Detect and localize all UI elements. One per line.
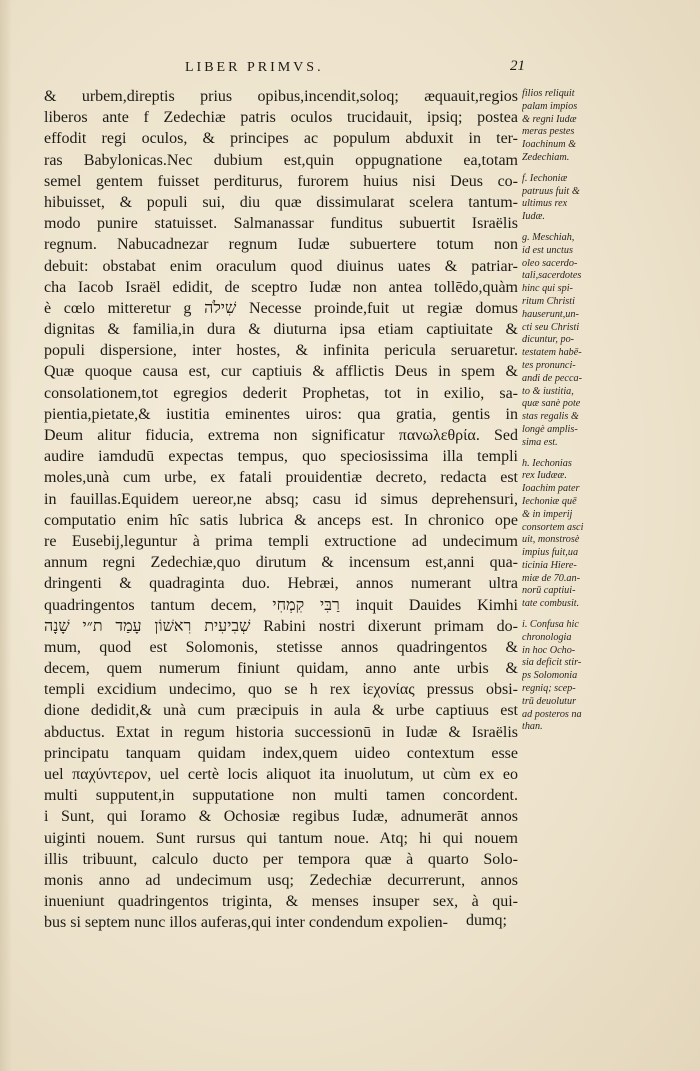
text-line: re Eusebij,leguntur à prima templi extructione ad undecimum — [44, 532, 518, 550]
marginal-note-line: & in imperij — [522, 508, 573, 520]
catchword: dumq; — [466, 912, 507, 929]
text-line: dione dedidit,& unà cum præcipuis in aula & urbe captiuus est — [44, 702, 518, 720]
marginal-note-line: oleo sacerdo- — [522, 257, 578, 269]
text-line: computatio enim hîc satis lubrica & anceps est. In chronico ope — [44, 511, 518, 529]
text-line: Deum alitur fiducia, extrema non significatur πανωλεθρία. Sed — [44, 427, 518, 444]
marginal-note-line: tali,sacerdotes — [522, 270, 582, 282]
marginal-note-line: h. Iechonias — [522, 457, 572, 469]
text-line: audire iamdudū expectas tempus, quo speciosissima illa templi — [44, 448, 518, 466]
marginal-note-line: than. — [522, 721, 543, 733]
marginal-note-line: tate combusit. — [522, 598, 580, 610]
marginal-note-line: andi de pecca- — [522, 372, 582, 384]
margin-gap — [522, 450, 604, 458]
marginal-note-line: hauserunt,un- — [522, 308, 579, 320]
marginal-note-line: & regni Iudæ — [522, 113, 577, 125]
marginal-note-line: sima est. — [522, 436, 558, 448]
marginal-note-line: uit, monstrosè — [522, 534, 580, 546]
marginal-note-line: consortem asci — [522, 521, 584, 533]
text-line: שְׁבִיעִית רִאשׁוֹן עָמַד ת״י שָׁנָה Rabini nostri dixerunt primam do- — [44, 617, 518, 635]
text-line: decem, quem numerum finiunt quidam, anno ante urbis & — [44, 660, 518, 678]
text-line: pientia,pietate,& iustitia eminentes uiros: qua gratia, gentis in — [44, 405, 518, 423]
text-line: effodit regi oculos, & principes ac populum abduxit in ter- — [44, 130, 518, 148]
marginal-note-line: miæ de 70.an- — [522, 572, 581, 584]
text-line: è cœlo mitteretur g שִׁילֹה Necesse proinde,fuit ut regiæ domus — [44, 299, 518, 317]
marginal-note-line: ad posteros na — [522, 708, 582, 720]
text-line: dringenti & quadraginta duo. Hebræi, annos numerant ultra — [44, 575, 518, 593]
text-line: regnum. Nabucadnezar regnum Iudæ subuertere totum non — [44, 236, 518, 254]
text-line: modo punire statuisset. Salmanassar funditus subuertit Israëlis — [44, 215, 518, 233]
marginal-note-line: ps Solomonia — [522, 670, 578, 682]
marginal-note-line: i. Confusa hic — [522, 619, 579, 631]
text-line: bus si septem nunc illos auferas,qui inter condendum expolien- — [44, 914, 448, 932]
text-line: liberos ante f Zedechiæ patris oculos trucidauit, ipsiq; postea — [44, 109, 518, 127]
margin-gap — [522, 224, 604, 232]
text-line: templi excidium undecimo, quo se h rex ἰεχονίας pressus obsi- — [44, 681, 518, 699]
marginal-note-line: patruus fuit & — [522, 185, 580, 197]
marginal-note-line: meras pestes — [522, 126, 575, 138]
text-line: uel παχύντερον, uel certè locis aliquot ita inuolutum, ut cùm ex eo — [44, 766, 518, 783]
running-header — [185, 60, 525, 80]
text-line: debuit: obstabat enim oraculum quod diuinus uates & patriar- — [44, 257, 518, 275]
marginal-note-line: ticinia Hiere- — [522, 559, 577, 571]
text-line: quadringentos tantum decem, רַבִּי קִמְחִי inquit Dauides Kimhi — [44, 596, 518, 614]
marginal-note-line: g. Meschiah, — [522, 231, 575, 243]
text-line: semel gentem fuisset perditurus, furorem huius nisi Deus co- — [44, 172, 518, 190]
text-line: cha Iacob Israël edidit, de sceptro Iudæ non antea tollēdo,quàm — [44, 278, 518, 296]
text-line: inueniunt quadringentos triginta, & menses insuper sex, à qui- — [44, 893, 518, 911]
text-line: & urbem,direptis prius opibus,incendit,soloq; æquauit,regios — [44, 88, 518, 105]
text-line: mum, quod est Solomonis, stetisse annos quadringentos & — [44, 638, 518, 656]
text-line: uiginti nouem. Sunt rursus qui tantum noue. Atq; hi qui nouem — [44, 829, 518, 847]
text-line: abductus. Extat in regum historia successionū in Iudæ & Israëlis — [44, 723, 518, 741]
margin-gap — [522, 165, 604, 173]
marginal-note-line: palam impios — [522, 100, 578, 112]
marginal-note-line: sia deficit stir- — [522, 657, 582, 669]
marginal-note-line: chronologia — [522, 631, 572, 643]
marginal-note-line: filios reliquit — [522, 88, 575, 99]
marginal-note-line: f. Iechoniæ — [522, 172, 568, 184]
text-line: Quæ quoque causa est, cur captiuis & afflictis Deus in spem & — [44, 363, 518, 381]
text-line: multi supputent,in supputatione non multi tamen concordent. — [44, 787, 518, 805]
marginal-note-line: rex Iudææ. — [522, 470, 567, 482]
marginal-note-line: Ioachim pater — [522, 483, 580, 495]
text-line: ras Babylonicas.Nec dubium est,quin oppugnatione ea,totam — [44, 151, 518, 169]
text-line: dignitas & familia,in dura & diuturna ipsa etiam captiuitate & — [44, 321, 518, 339]
marginal-note-line: in hoc Ocho- — [522, 644, 576, 656]
marginal-note-line: norū captiui- — [522, 585, 576, 597]
marginal-note-line: regniq; scep- — [522, 683, 576, 695]
margin-gap — [522, 611, 604, 619]
marginal-note-line: cti seu Christi — [522, 321, 580, 333]
marginal-note-line: to & iustitia, — [522, 385, 574, 397]
marginal-note-line: stas regalis & — [522, 411, 579, 423]
main-text-column — [44, 86, 518, 934]
marginal-note-line: Ioachinum & — [522, 139, 577, 151]
text-line: populi dispersione, inter hostes, & infinita pericula seruaretur. — [44, 342, 518, 360]
marginal-note-line: ritum Christi — [522, 295, 575, 307]
marginal-note-line: dicuntur, po- — [522, 334, 575, 346]
text-line: annum regni Zedechiæ,quo dirutum & incensum est,anni qua- — [44, 554, 518, 572]
marginal-note-line: impius fuit,ua — [522, 547, 579, 559]
marginal-note-line: Iechoniæ quē — [522, 495, 577, 507]
marginal-note-line: Iudæ. — [522, 211, 545, 223]
page-edge-shadow — [0, 0, 12, 1071]
text-line: illis tribuunt, calculo ducto per tempora quæ à quarto Solo- — [44, 850, 518, 868]
running-title: LIBER PRIMVS. — [185, 60, 324, 75]
marginal-note-line: trū deuolutur — [522, 695, 577, 707]
marginal-note-line: testatem habē- — [522, 347, 582, 359]
text-line: moles,unà cum urbe, ex fatali prouidentiæ decreto, redacta est — [44, 469, 518, 487]
marginal-note-line: tes pronunci- — [522, 359, 576, 371]
text-line: principatu tanquam quidam index,quem uideo contextum esse — [44, 744, 518, 762]
text-line: hibuisset, & populi sui, diu quæ dissimularat scelera tantum- — [44, 193, 518, 211]
text-line: i Sunt, qui Ioramo & Ochosiæ regibus Iudæ, adnumerāt annos — [44, 808, 518, 826]
marginal-note-line: Zedechiam. — [522, 151, 570, 163]
marginal-note-line: hinc qui spi- — [522, 283, 573, 295]
marginal-notes-column — [522, 88, 604, 734]
marginal-note-line: longè amplis- — [522, 423, 578, 435]
text-line: in fauillas.Equidem uereor,ne absq; casu id simus deprehensuri, — [44, 490, 518, 508]
marginal-note-line: id est unctus — [522, 244, 573, 256]
text-line: consolationem,tot egregios dederit Prophetas, tot in exilio, sa- — [44, 384, 518, 402]
marginal-note-line: ultimus rex — [522, 198, 568, 210]
text-line: monis anno ad undecimum usq; Zedechiæ decurrerunt, annos — [44, 871, 518, 889]
marginal-note-line: quæ sanè pote — [522, 398, 581, 410]
page-number: 21 — [510, 58, 525, 74]
